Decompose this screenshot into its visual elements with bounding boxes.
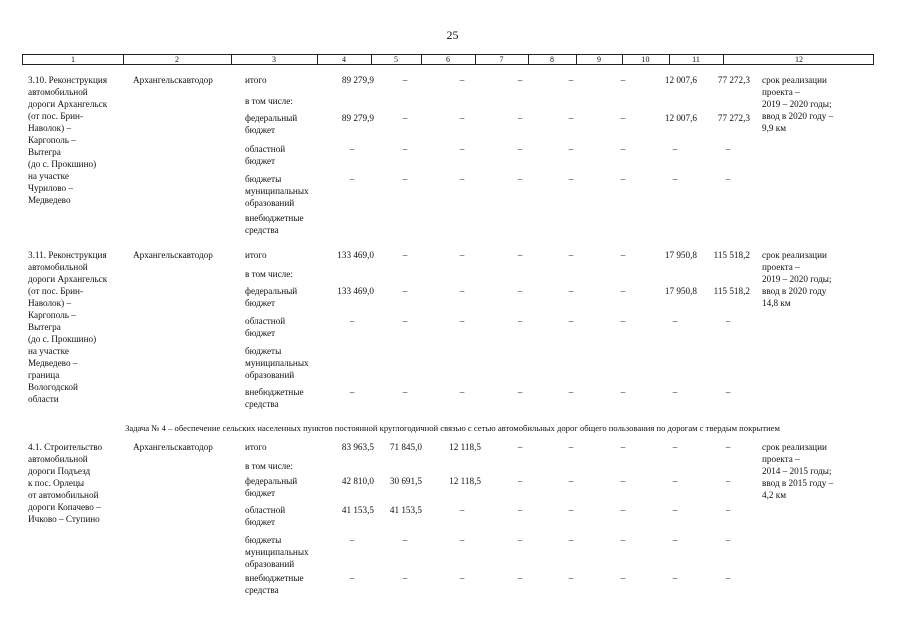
table-cell: 30 691,5	[389, 476, 422, 486]
table-cell: –	[568, 144, 574, 154]
table-cell: –	[620, 442, 626, 452]
table-cell: –	[620, 144, 626, 154]
table-cell: –	[402, 573, 408, 583]
funding-category: итого	[245, 250, 267, 260]
table-cell: –	[568, 387, 574, 397]
funding-category: внебюджетные средства	[245, 387, 304, 409]
table-cell: –	[725, 144, 731, 154]
table-cell: –	[517, 250, 523, 260]
table-cell: –	[620, 387, 626, 397]
table-cell: –	[459, 75, 465, 85]
column-header: 7	[499, 55, 504, 64]
table-cell: –	[517, 144, 523, 154]
table-cell: –	[402, 387, 408, 397]
table-cell: –	[568, 250, 574, 260]
table-cell: –	[459, 316, 465, 326]
table-cell: –	[459, 573, 465, 583]
table-cell: –	[672, 387, 678, 397]
table-cell: –	[517, 476, 523, 486]
table-cell: –	[402, 75, 408, 85]
funding-category: внебюджетные средства	[245, 573, 304, 595]
column-divider	[576, 55, 577, 64]
table-cell: –	[349, 387, 355, 397]
column-divider	[317, 55, 318, 64]
funding-category: федеральный бюджет	[245, 286, 298, 308]
table-cell: –	[568, 316, 574, 326]
funding-category: в том числе:	[245, 96, 293, 106]
table-cell: –	[568, 113, 574, 123]
table-cell: –	[349, 144, 355, 154]
table-cell: –	[349, 535, 355, 545]
table-cell: 115 518,2	[713, 250, 750, 260]
funding-category: внебюджетные средства	[245, 213, 304, 235]
column-number-header	[22, 54, 874, 65]
table-cell: –	[672, 505, 678, 515]
table-cell: –	[349, 316, 355, 326]
table-cell: 41 153,5	[341, 505, 374, 515]
table-cell: –	[517, 75, 523, 85]
funding-category: бюджеты муниципальных образований	[245, 346, 309, 380]
table-cell: –	[672, 476, 678, 486]
table-cell: –	[620, 573, 626, 583]
column-header: 3	[272, 55, 276, 64]
table-cell: –	[517, 573, 523, 583]
table-cell: –	[402, 286, 408, 296]
column-divider	[231, 55, 232, 64]
table-cell: 77 272,3	[717, 75, 750, 85]
table-cell: –	[725, 476, 731, 486]
funding-category: бюджеты муниципальных образований	[245, 174, 309, 208]
executor-name: Архангельскавтодор	[133, 442, 213, 452]
funding-category: федеральный бюджет	[245, 476, 298, 498]
table-cell: –	[620, 505, 626, 515]
table-cell: –	[459, 505, 465, 515]
table-cell: 115 518,2	[713, 286, 750, 296]
table-cell: 89 279,9	[341, 75, 374, 85]
funding-category: федеральный бюджет	[245, 113, 298, 135]
column-divider	[421, 55, 422, 64]
table-cell: –	[568, 286, 574, 296]
table-cell: –	[402, 316, 408, 326]
executor-name: Архангельскавтодор	[133, 75, 213, 85]
table-cell: –	[725, 573, 731, 583]
table-cell: –	[672, 442, 678, 452]
table-cell: 77 272,3	[717, 113, 750, 123]
table-cell: –	[459, 286, 465, 296]
table-cell: –	[402, 535, 408, 545]
table-cell: –	[725, 535, 731, 545]
table-cell: –	[402, 174, 408, 184]
table-cell: –	[568, 174, 574, 184]
table-cell: –	[402, 113, 408, 123]
implementation-note: срок реализации проекта – 2019 – 2020 годы; ввод в 2020 году 14,8 км	[762, 250, 832, 308]
table-cell: 83 963,5	[341, 442, 374, 452]
table-cell: –	[459, 144, 465, 154]
table-cell: 89 279,9	[341, 113, 374, 123]
task-heading: Задача № 4 – обеспечение сельских населенных пунктов постоянной круглогодичной связью с сетью автомобильных дорог общего пользования по дорогам с твердым покрытием	[125, 423, 780, 433]
column-header: 12	[795, 55, 803, 64]
table-cell: –	[459, 535, 465, 545]
column-divider	[123, 55, 124, 64]
column-divider	[723, 55, 724, 64]
table-cell: 12 118,5	[449, 476, 481, 486]
table-cell: –	[517, 442, 523, 452]
object-name: 3.10. Реконструкция автомобильной дороги Архангельск (от пос. Брин- Наволок) – Каргополь – Вытегра (до с. Прокшино) на участке Чурилово – Медведево	[28, 75, 108, 205]
table-cell: –	[620, 316, 626, 326]
column-header: 10	[641, 55, 650, 64]
table-cell: –	[725, 316, 731, 326]
table-cell: –	[459, 174, 465, 184]
funding-category: бюджеты муниципальных образований	[245, 535, 309, 569]
column-divider	[371, 55, 372, 64]
table-cell: –	[517, 505, 523, 515]
object-name: 4.1. Строительство автомобильной дороги Подъезд к пос. Орлецы от автомобильной дороги Копачево – Ичково – Ступино	[28, 442, 103, 524]
table-cell: –	[568, 505, 574, 515]
table-cell: 17 950,8	[664, 286, 697, 296]
table-cell: –	[568, 573, 574, 583]
table-cell: –	[568, 75, 574, 85]
column-divider	[669, 55, 670, 64]
object-name: 3.11. Реконструкция автомобильной дороги Архангельск (от пос. Брин- Наволок) – Каргополь – Вытегра (до с. Прокшино) на участке Медведево – граница Вологодской области	[28, 250, 108, 404]
funding-category: областной бюджет	[245, 144, 286, 166]
column-header: 6	[446, 55, 450, 64]
column-divider	[475, 55, 476, 64]
column-header: 2	[175, 55, 179, 64]
table-cell: –	[459, 250, 465, 260]
funding-category: итого	[245, 442, 267, 452]
funding-category: областной бюджет	[245, 505, 286, 527]
table-cell: –	[517, 174, 523, 184]
table-cell: –	[517, 113, 523, 123]
table-cell: –	[620, 250, 626, 260]
executor-name: Архангельскавтодор	[133, 250, 213, 260]
table-cell: –	[402, 250, 408, 260]
table-cell: –	[620, 113, 626, 123]
column-header: 4	[342, 55, 346, 64]
page-number: 25	[446, 28, 459, 42]
column-header: 8	[550, 55, 554, 64]
table-cell: –	[568, 476, 574, 486]
table-cell: 12 007,6	[664, 113, 697, 123]
table-cell: –	[517, 535, 523, 545]
table-cell: –	[402, 144, 408, 154]
implementation-note: срок реализации проекта – 2019 – 2020 годы; ввод в 2020 году – 9,9 км	[762, 75, 834, 133]
table-cell: –	[620, 174, 626, 184]
table-cell: –	[349, 174, 355, 184]
table-cell: –	[672, 316, 678, 326]
table-cell: –	[620, 286, 626, 296]
table-cell: –	[620, 535, 626, 545]
table-cell: –	[725, 442, 731, 452]
column-header: 9	[597, 55, 601, 64]
table-cell: –	[672, 535, 678, 545]
table-cell: 17 950,8	[664, 250, 697, 260]
table-cell: –	[620, 476, 626, 486]
funding-category: в том числе:	[245, 269, 293, 279]
table-cell: 42 810,0	[341, 476, 374, 486]
funding-category: областной бюджет	[245, 316, 286, 338]
table-cell: –	[725, 505, 731, 515]
table-cell: –	[349, 573, 355, 583]
implementation-note: срок реализации проекта – 2014 – 2015 годы; ввод в 2015 году – 4,2 км	[762, 442, 834, 500]
table-cell: 41 153,5	[389, 505, 422, 515]
table-cell: –	[672, 573, 678, 583]
table-cell: 133 469,0	[337, 286, 374, 296]
table-cell: –	[459, 387, 465, 397]
column-header: 5	[394, 55, 398, 64]
column-header: 1	[71, 55, 75, 64]
table-cell: –	[517, 286, 523, 296]
table-cell: –	[459, 113, 465, 123]
column-header: 11	[692, 55, 700, 64]
column-divider	[528, 55, 529, 64]
table-cell: –	[568, 535, 574, 545]
table-cell: –	[568, 442, 574, 452]
table-cell: 12 118,5	[449, 442, 481, 452]
funding-category: итого	[245, 75, 267, 85]
table-cell: –	[672, 174, 678, 184]
table-cell: 12 007,6	[664, 75, 697, 85]
table-cell: –	[517, 387, 523, 397]
table-cell: 71 845,0	[389, 442, 422, 452]
table-cell: –	[725, 174, 731, 184]
table-cell: –	[725, 387, 731, 397]
funding-category: в том числе:	[245, 461, 293, 471]
table-cell: –	[672, 144, 678, 154]
column-divider	[622, 55, 623, 64]
table-cell: –	[517, 316, 523, 326]
table-cell: 133 469,0	[337, 250, 374, 260]
table-cell: –	[620, 75, 626, 85]
